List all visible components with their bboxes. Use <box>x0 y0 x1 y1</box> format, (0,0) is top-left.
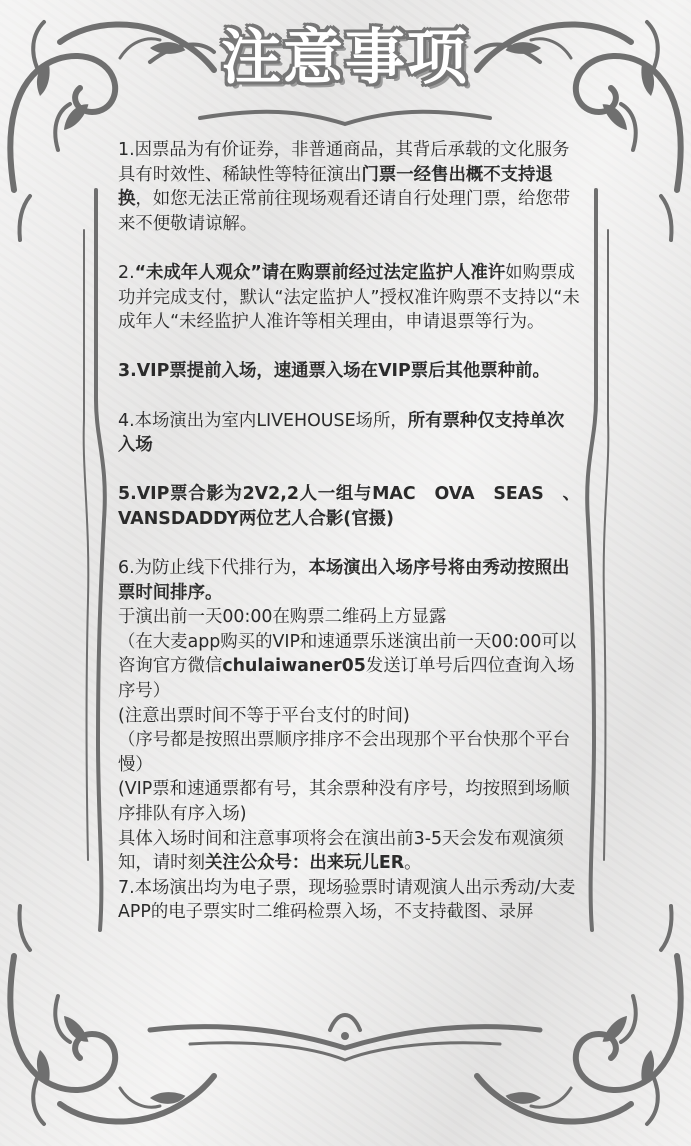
note-6-line-6-text: 具体入场时间和注意事项将会在演出前3-5天会发布观演须知，请时刻 <box>118 828 564 874</box>
note-6-line-2 <box>118 630 580 704</box>
note-1-emphasis: 门票一经售出概不支持退换 <box>118 164 553 210</box>
title-banner <box>205 8 485 98</box>
note-2-number: 2. <box>118 262 135 283</box>
flourish-corner-bottom-left <box>10 906 214 1124</box>
note-2-text: 如购票成功并完成支付，默认“法定监护人”授权准许购票不支持以“未成年人“未经监护人准许等相关理由，申请退票等行为。 <box>118 262 580 333</box>
page-title: 注意事项 <box>221 23 469 93</box>
note-7: 7.本场演出均为电子票，现场验票时请观演人出示秀动/大麦APP的电子票实时二维码检票入场，不支持截图、录屏 <box>118 877 576 923</box>
note-6-line-6 <box>118 827 580 876</box>
note-6-line-5: (VIP票和速通票都有号，其余票种没有序号，均按照到场顺序排队有序入场) <box>118 779 570 825</box>
notes-body <box>118 138 580 925</box>
note-6 <box>118 556 580 605</box>
note-4-text: 4.本场演出为室内LIVEHOUSE场所， <box>118 410 408 431</box>
note-3: 3.VIP票提前入场，速通票入场在VIP票后其他票种前。 <box>118 361 550 382</box>
note-4 <box>118 409 580 458</box>
note-4-emphasis: 所有票种仅支持单次入场 <box>118 410 565 456</box>
note-6-line-3: (注意出票时间不等于平台支付的时间) <box>118 705 410 726</box>
note-1-text: 1.因票品为有价证券，非普通商品，其背后承载的文化服务具有时效性、稀缺性等特征演出 <box>118 140 570 185</box>
note-6-line-6-end: 。 <box>404 853 422 874</box>
wechat-id: chulaiwaner05 <box>222 656 366 677</box>
note-1 <box>118 138 580 236</box>
note-2-emphasis: “未成年人观众”请在购票前经过法定监护人准许 <box>134 262 506 283</box>
note-1-text-end: ，如您无法正常前往现场观看还请自行处理门票，给您带来不便敬请谅解。 <box>118 189 571 234</box>
note-6-line-2-end: 发送订单号后四位查询入场序号） <box>118 656 575 702</box>
note-6-line-2-text: （在大麦app购买的VIP和速通票乐迷演出前一天00:00可以咨询官方微信 <box>118 631 577 677</box>
note-5-line-1: 5.VIP票合影为2V2,2人一组与MAC OVA SEAS 、 <box>118 484 580 505</box>
note-2 <box>118 261 580 335</box>
flourish-corner-bottom-right <box>477 906 681 1124</box>
note-6-emphasis: 本场演出入场序号将由秀动按照出票时间排序。 <box>118 558 570 603</box>
note-6-line-4: （序号都是按照出票顺序排序不会出现那个平台快那个平台慢） <box>118 730 571 775</box>
official-account: 关注公众号：出来玩儿ER <box>204 853 405 874</box>
note-6-text: 6.为防止线下代排行为， <box>118 558 309 579</box>
note-6-line-1: 于演出前一天00:00在购票二维码上方显露 <box>118 607 447 628</box>
note-5-line-2: VANSDADDY两位艺人合影(官摄) <box>118 508 394 529</box>
